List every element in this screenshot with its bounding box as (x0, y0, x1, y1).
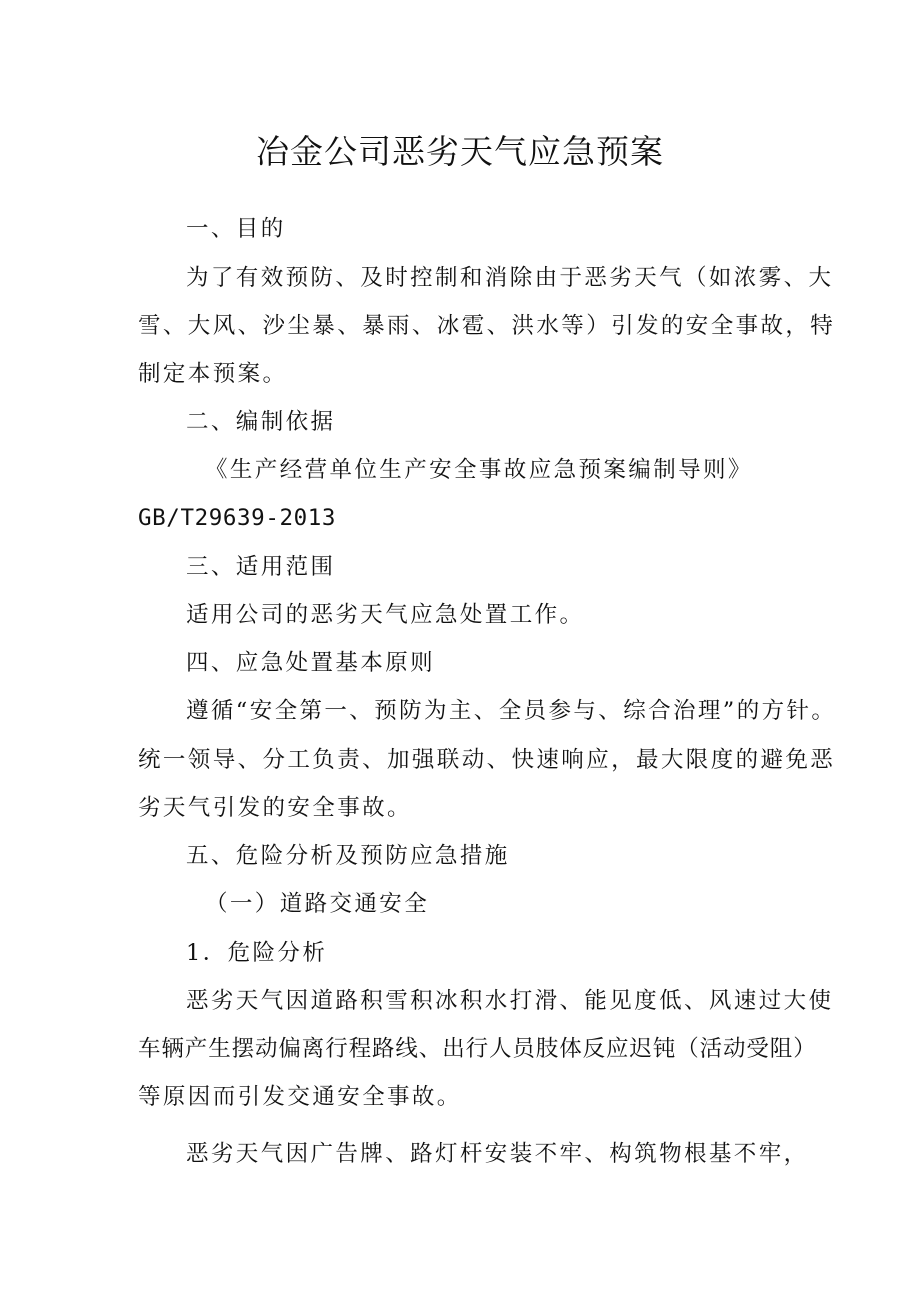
section-heading-purpose: 一、目的 (186, 216, 286, 242)
section-heading-hazards: 五、危险分析及预防应急措施 (186, 843, 510, 869)
paragraph-line: 《生产经营单位生产安全事故应急预案编制导则》 (205, 457, 753, 483)
paragraph-line: 适用公司的恶劣天气应急处置工作。 (186, 602, 585, 628)
document-title: 冶金公司恶劣天气应急预案 (256, 132, 664, 171)
paragraph-line: 制定本预案。 (138, 361, 288, 387)
paragraph-line: 车辆产生摆动偏离行程路线、出行人员肢体反应迟钝（活动受阻） (138, 1036, 817, 1062)
standard-code: GB/T29639-2013 (138, 505, 337, 531)
paragraph-line: 劣天气引发的安全事故。 (138, 795, 412, 821)
section-heading-principles: 四、应急处置基本原则 (186, 650, 436, 676)
item-heading-risk-analysis: 1．危险分析 (186, 940, 328, 966)
subsection-heading-traffic: （一）道路交通安全 (205, 891, 430, 917)
paragraph-line: 雪、大风、沙尘暴、暴雨、冰雹、洪水等）引发的安全事故，特 (138, 313, 836, 339)
paragraph-line: 为了有效预防、及时控制和消除由于恶劣天气（如浓雾、大 (186, 265, 834, 291)
paragraph-line: 恶劣天气因道路积雪积冰积水打滑、能见度低、风速过大使 (186, 988, 834, 1014)
paragraph-line: 等原因而引发交通安全事故。 (138, 1084, 462, 1110)
paragraph-line: 遵循“安全第一、预防为主、全员参与、综合治理”的方针。 (186, 698, 837, 724)
paragraph-line: 统一领导、分工负责、加强联动、快速响应，最大限度的避免恶 (138, 747, 836, 773)
section-heading-basis: 二、编制依据 (186, 409, 336, 435)
paragraph-line: 恶劣天气因广告牌、路灯杆安装不牢、构筑物根基不牢， (186, 1141, 809, 1167)
section-heading-scope: 三、适用范围 (186, 554, 336, 580)
